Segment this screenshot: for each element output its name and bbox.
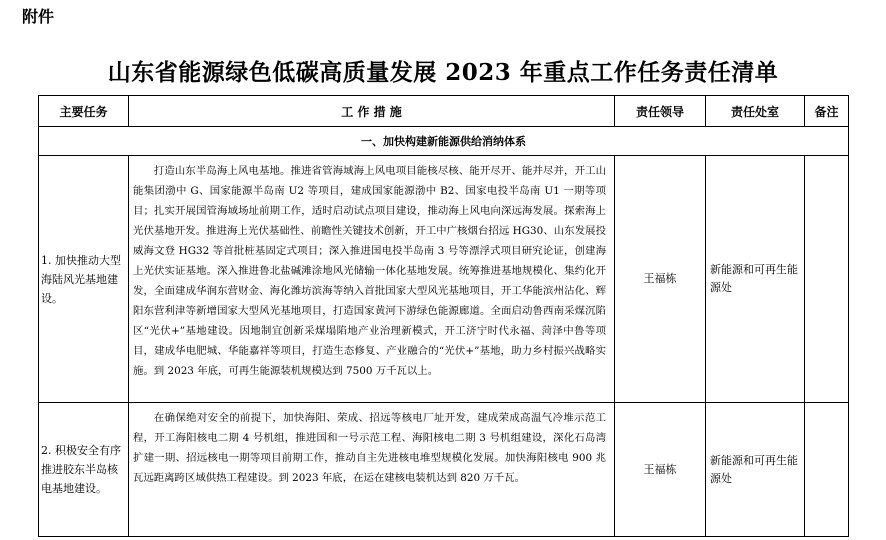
document-title: 山东省能源绿色低碳高质量发展 2023 年重点工作任务责任清单: [107, 59, 779, 86]
dept-cell: 新能源和可再生能源处: [706, 403, 805, 537]
leader-cell: 王福栋: [615, 403, 706, 537]
measure-cell: 打造山东半岛海上风电基地。推进省管海域海上风电项目能核尽核、能开尽开、能并尽并，开工山能集团渤中 G、国家能源半岛南 U2 等项目，建成国家能源渤中 B2、国家电投半岛南 U1 一期等项目；扎实开展国管海域场址前期工作，适时启动试点项目建设，推动海上风电向深远海发展。探索海上光伏基地开发。推进海上光伏基础性、前瞻性关键技术创新，开工中广核烟台招远 HG30、山东发展投威海文登 HG32 等首批桩基固定式项目；深入推进国电投半岛南 3 号等漂浮式项目研究论证，创建海上光伏实证基地。深入推进鲁北盐碱滩涂地风光储输一体化基地发展。统筹推进基地规模化、集约化开发，全面建成华润东营财金、海化潍坊滨海等纳入首批国家大型风光基地项目，开工华能滨州沾化、辉阳东营利津等新增国家大型风光基地项目，打造国家黄河下游绿色能源廊道。全面启动鲁西南采煤沉陷区“光伏+”基地建设。因地制宜创新采煤塌陷地产业治理新模式，开工济宁时代永福、菏泽中鲁等项目，建成华电肥城、华能嘉祥等项目，打造生态修复、产业融合的“光伏+”基地，助力乡村振兴战略实施。到 2023 年底，可再生能源装机规模达到 7500 万千瓦以上。: [129, 156, 615, 403]
note-cell: [805, 403, 849, 537]
section-row: [39, 127, 849, 156]
table-header-row: [39, 96, 849, 127]
measure-cell: 在确保绝对安全的前提下，加快海阳、荣成、招远等核电厂址开发，建成荣成高温气冷堆示范工程，开工海阳核电二期 4 号机组，推进国和一号示范工程、海阳核电二期 3 号机组建设，深化石岛湾扩建一期、招远核电一期等项目前期工作，推动自主先进核电堆型规模化发展。加快海阳核电 900 兆瓦远距离跨区域供热工程建设。到 2023 年底，在运在建核电装机达到 820 万千瓦。: [129, 403, 615, 537]
attachment-label: 附件: [22, 7, 55, 26]
col-header-dept: 责任处室: [706, 96, 805, 127]
responsibility-table: [38, 95, 849, 537]
col-header-leader: 责任领导: [615, 96, 706, 127]
section-title: 一、加快构建新能源供给消纳体系: [39, 127, 849, 156]
task-cell: 2. 积极安全有序推进胶东半岛核电基地建设。: [39, 403, 129, 537]
task-cell: 1. 加快推动大型海陆风光基地建设。: [39, 156, 129, 403]
note-cell: [805, 156, 849, 403]
table-row: [39, 403, 849, 537]
col-header-task: 主要任务: [39, 96, 129, 127]
table-row: [39, 156, 849, 403]
col-header-measure: 工 作 措 施: [129, 96, 615, 127]
leader-cell: 王福栋: [615, 156, 706, 403]
dept-cell: 新能源和可再生能源处: [706, 156, 805, 403]
col-header-note: 备注: [805, 96, 849, 127]
